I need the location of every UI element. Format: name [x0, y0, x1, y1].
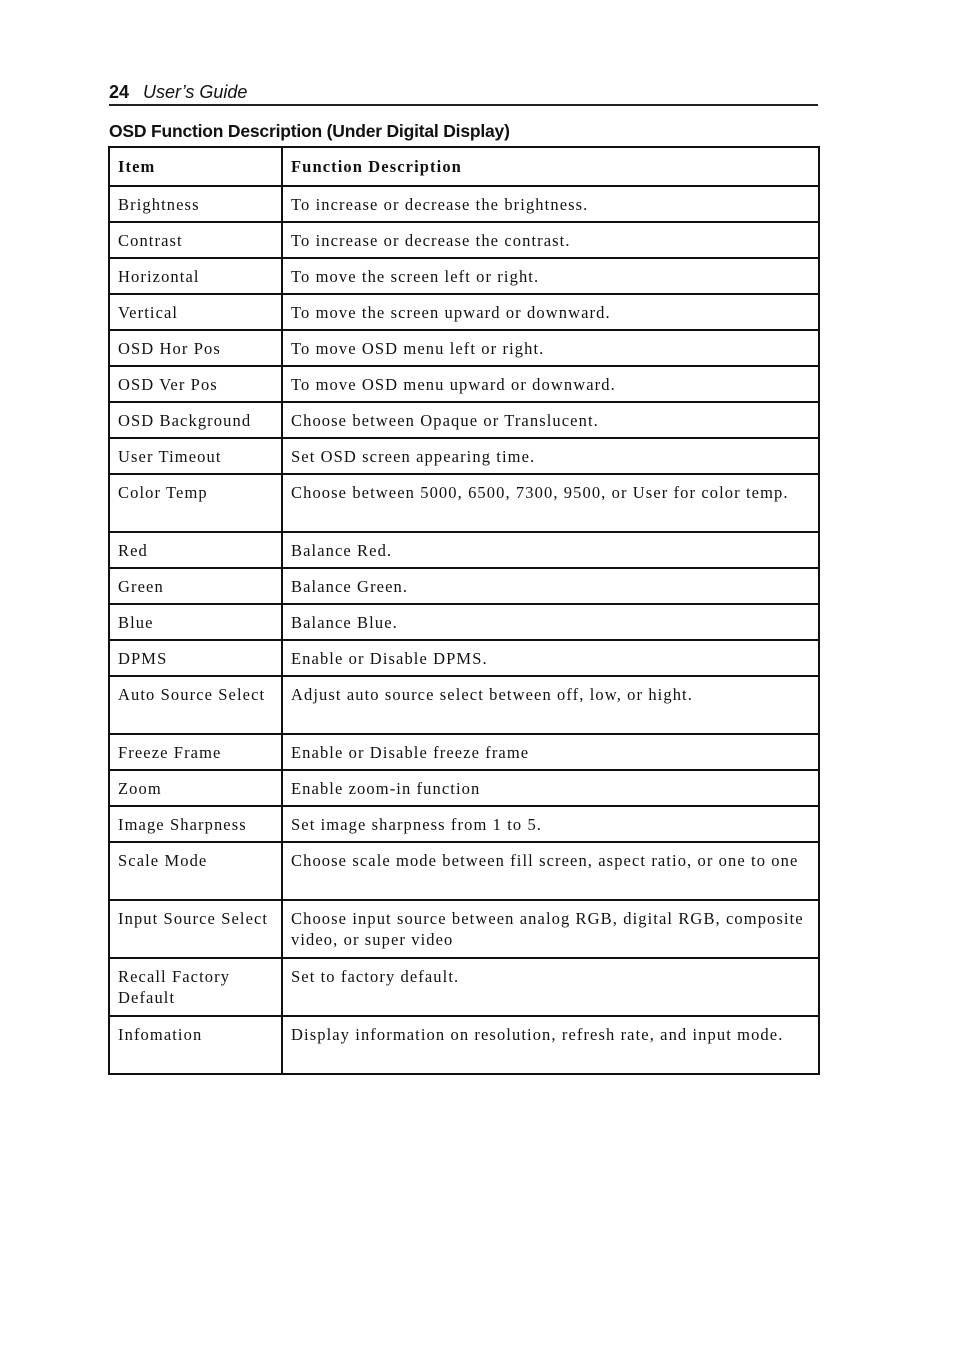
- row-item: Freeze Frame: [109, 734, 282, 770]
- row-item: OSD Hor Pos: [109, 330, 282, 366]
- row-item: Infomation: [109, 1016, 282, 1074]
- row-item: User Timeout: [109, 438, 282, 474]
- table-row: [109, 1016, 819, 1074]
- row-description: Balance Green.: [282, 568, 819, 604]
- row-description: Choose input source between analog RGB, digital RGB, composite video, or super video: [282, 900, 819, 958]
- table-row: [109, 640, 819, 676]
- row-item: Color Temp: [109, 474, 282, 532]
- table-row: [109, 604, 819, 640]
- table-row: [109, 330, 819, 366]
- table-row: [109, 474, 819, 532]
- row-description: Set image sharpness from 1 to 5.: [282, 806, 819, 842]
- row-item: Scale Mode: [109, 842, 282, 900]
- row-item: Auto Source Select: [109, 676, 282, 734]
- row-item: Vertical: [109, 294, 282, 330]
- row-item: Zoom: [109, 770, 282, 806]
- row-item: Brightness: [109, 186, 282, 222]
- row-description: To move the screen left or right.: [282, 258, 819, 294]
- table-row: [109, 222, 819, 258]
- row-description: Enable or Disable freeze frame: [282, 734, 819, 770]
- table-row: [109, 568, 819, 604]
- row-item: OSD Ver Pos: [109, 366, 282, 402]
- row-description: Choose scale mode between fill screen, aspect ratio, or one to one: [282, 842, 819, 900]
- table-row: [109, 958, 819, 1016]
- row-description: Adjust auto source select between off, low, or hight.: [282, 676, 819, 734]
- page-header: [109, 80, 818, 106]
- row-item: OSD Background: [109, 402, 282, 438]
- row-item: Red: [109, 532, 282, 568]
- table-row: [109, 532, 819, 568]
- section-title: OSD Function Description (Under Digital Display): [109, 121, 510, 141]
- row-item: Horizontal: [109, 258, 282, 294]
- row-item: Blue: [109, 604, 282, 640]
- table-row: [109, 186, 819, 222]
- row-description: Enable or Disable DPMS.: [282, 640, 819, 676]
- row-item: Contrast: [109, 222, 282, 258]
- table-row: [109, 734, 819, 770]
- column-header-description: Function Description: [282, 147, 819, 186]
- page-number: 24: [109, 82, 130, 102]
- osd-function-table: [108, 146, 818, 1075]
- row-description: To move the screen upward or downward.: [282, 294, 819, 330]
- row-description: Balance Blue.: [282, 604, 819, 640]
- row-description: To move OSD menu upward or downward.: [282, 366, 819, 402]
- table-row: [109, 676, 819, 734]
- table-row: [109, 806, 819, 842]
- row-description: Enable zoom-in function: [282, 770, 819, 806]
- table-row: [109, 438, 819, 474]
- row-description: To increase or decrease the contrast.: [282, 222, 819, 258]
- table-row: [109, 366, 819, 402]
- row-description: Set to factory default.: [282, 958, 819, 1016]
- function-table: [108, 146, 820, 1075]
- row-description: Choose between 5000, 6500, 7300, 9500, or User for color temp.: [282, 474, 819, 532]
- row-description: Choose between Opaque or Translucent.: [282, 402, 819, 438]
- table-row: [109, 294, 819, 330]
- guide-title: User’s Guide: [143, 82, 248, 102]
- row-description: Set OSD screen appearing time.: [282, 438, 819, 474]
- row-description: Display information on resolution, refresh rate, and input mode.: [282, 1016, 819, 1074]
- column-header-item: Item: [109, 147, 282, 186]
- row-description: To move OSD menu left or right.: [282, 330, 819, 366]
- row-item: Image Sharpness: [109, 806, 282, 842]
- table-row: [109, 402, 819, 438]
- row-description: To increase or decrease the brightness.: [282, 186, 819, 222]
- row-item: Recall Factory Default: [109, 958, 282, 1016]
- table-row: [109, 842, 819, 900]
- row-description: Balance Red.: [282, 532, 819, 568]
- table-row: [109, 770, 819, 806]
- table-row: [109, 900, 819, 958]
- row-item: Input Source Select: [109, 900, 282, 958]
- row-item: DPMS: [109, 640, 282, 676]
- table-header-row: [109, 147, 819, 186]
- row-item: Green: [109, 568, 282, 604]
- table-row: [109, 258, 819, 294]
